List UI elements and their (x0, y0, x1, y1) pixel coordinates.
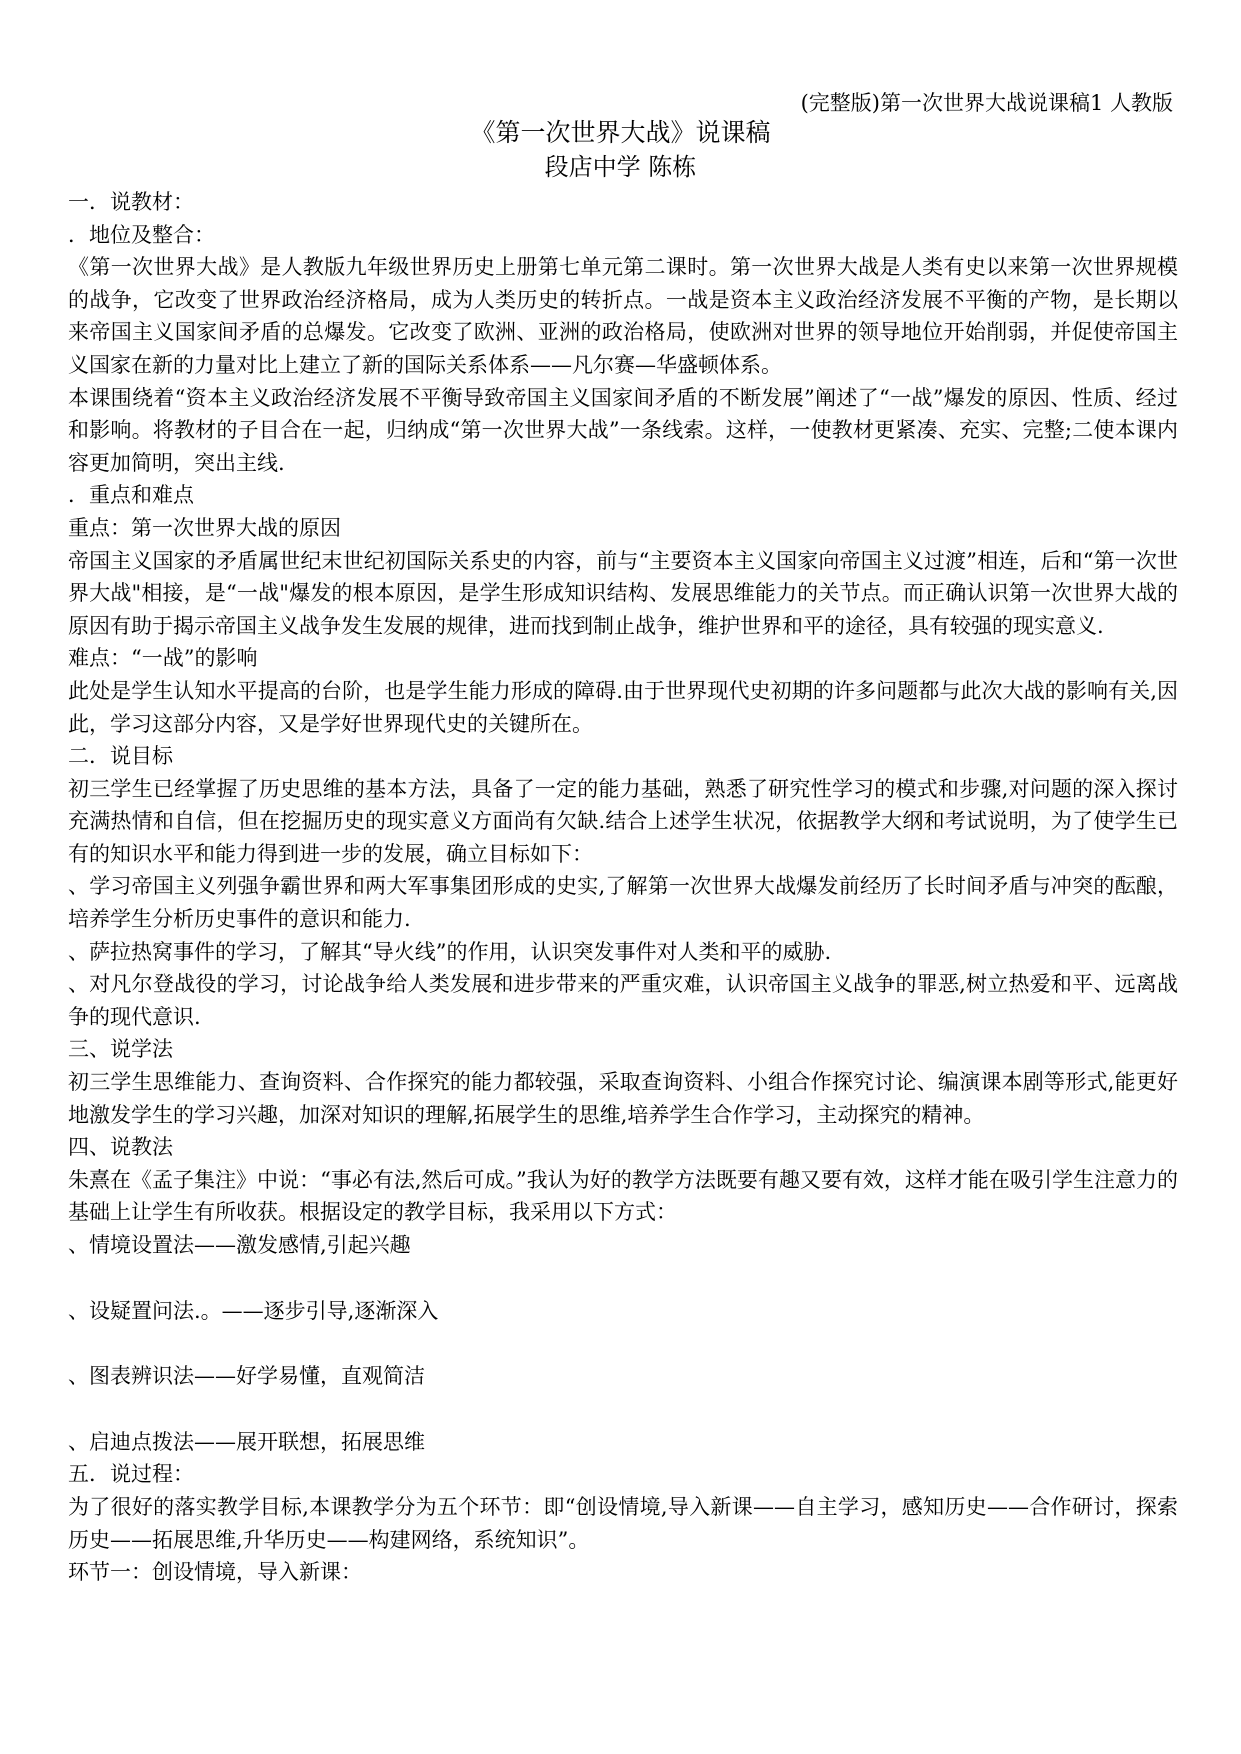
list-item: 、对凡尔登战役的学习，讨论战争给人类发展和进步带来的严重灾难，认识帝国主义战争的罪恶,树立热爱和平、远离战争的现代意识. (68, 972, 1178, 1029)
list-item: 、萨拉热窝事件的学习，了解其“导火线”的作用，认识突发事件对人类和平的威胁. (68, 939, 832, 964)
list-item: 、学习帝国主义列强争霸世界和两大军事集团形成的史实,了解第一次世界大战爆发前经历了长时间矛盾与冲突的酝酿，培养学生分析历史事件的意识和能力. (68, 874, 1178, 932)
section-heading: 五．说过程： (68, 1462, 194, 1487)
paragraph: 朱熹在《孟子集注》中说：“事必有法,然后可成。”我认为好的教学方法既要有趣又要有效，这样才能在吸引学生注意力的基础上让学生有所收获。根据设定的教学目标，我采用以下方式： (68, 1167, 1178, 1225)
list-item: 、图表辨识法——好学易懂，直观简洁 (68, 1364, 425, 1389)
label-line: 环节一：创设情境，导入新课： (68, 1560, 362, 1585)
running-header: (完整版)第一次世界大战说课稿1 人教版 (800, 91, 1173, 115)
paragraph: 帝国主义国家的矛盾属世纪末世纪初国际关系史的内容，前与“主要资本主义国家向帝国主义过渡”相连，后和“第一次世界大战"相接，是“一战"爆发的根本原因，是学生形成知识结构、发展思维能力的关节点。而正确认识第一次世界大战的原因有助于揭示帝国主义战争发生发展的规律，进而找到制止战争，维护世界和平的途径，具有较强的现实意义. (68, 548, 1178, 638)
section-heading: 一．说教材： (68, 190, 194, 214)
label-line: 重点：第一次世界大战的原因 (68, 515, 341, 540)
document-title: 《第一次世界大战》说课稿 (470, 118, 771, 147)
paragraph: 此处是学生认知水平提高的台阶，也是学生能力形成的障碍.由于世界现代史初期的许多问题都与此次大战的影响有关,因此，学习这部分内容，又是学好世界现代史的关键所在。 (68, 678, 1178, 736)
paragraph: 初三学生思维能力、查询资料、合作探究的能力都较强，采取查询资料、小组合作探究讨论、编演课本剧等形式,能更好地激发学生的学习兴趣，加深对知识的理解,拓展学生的思维,培养学生合作学习，主动探究的精神。 (68, 1070, 1178, 1127)
paragraph: 本课围绕着“资本主义政治经济发展不平衡导致帝国主义国家间矛盾的不断发展”阐述了“一战”爆发的原因、性质、经过和影响。将教材的子目合在一起，归纳成“第一次世界大战”一条线索。这样，一使教材更紧凑、充实、完整;二使本课内容更加简明，突出主线. (68, 385, 1178, 475)
paragraph: 《第一次世界大战》是人教版九年级世界历史上册第七单元第二课时。第一次世界大战是人类有史以来第一次世界规模的战争，它改变了世界政治经济格局，成为人类历史的转折点。一战是资本主义政治经济发展不平衡的产物，是长期以来帝国主义国家间矛盾的总爆发。它改变了欧洲、亚洲的政治格局，使欧洲对世界的领导地位开始削弱，并促使帝国主义国家在新的力量对比上建立了新的国际关系体系——凡尔赛—华盛顿体系。 (68, 255, 1178, 377)
author-line: 段店中学 陈栋 (544, 153, 697, 181)
list-item: 、设疑置问法.。——逐步引导,逐渐深入 (68, 1298, 439, 1323)
paragraph: 为了很好的落实教学目标,本课教学分为五个环节：即“创设情境,导入新课——自主学习，感知历史——合作研讨，探索历史——拓展思维,升华历史——构建网络，系统知识”。 (68, 1494, 1178, 1552)
section-heading: 三、说学法 (68, 1037, 173, 1062)
section-heading: 二．说目标 (68, 744, 173, 769)
blank-line (68, 1393, 1178, 1426)
list-item: 、情境设置法——激发感情,引起兴趣 (68, 1233, 411, 1257)
blank-line (68, 1262, 1178, 1295)
document-body (68, 186, 1178, 1589)
subsection-heading: ．重点和难点 (68, 483, 194, 508)
section-heading: 四、说教法 (68, 1135, 173, 1160)
paragraph: 初三学生已经掌握了历史思维的基本方法，具备了一定的能力基础，熟悉了研究性学习的模式和步骤,对问题的深入探讨充满热情和自信，但在挖掘历史的现实意义方面尚有欠缺.结合上述学生状况，依据教学大纲和考试说明，为了使学生已有的知识水平和能力得到进一步的发展，确立目标如下： (68, 776, 1178, 866)
subsection-heading: ．地位及整合： (68, 222, 215, 247)
label-line: 难点：“一战”的影响 (68, 646, 258, 671)
list-item: 、启迪点拨法——展开联想，拓展思维 (68, 1429, 425, 1454)
blank-line (68, 1327, 1178, 1360)
